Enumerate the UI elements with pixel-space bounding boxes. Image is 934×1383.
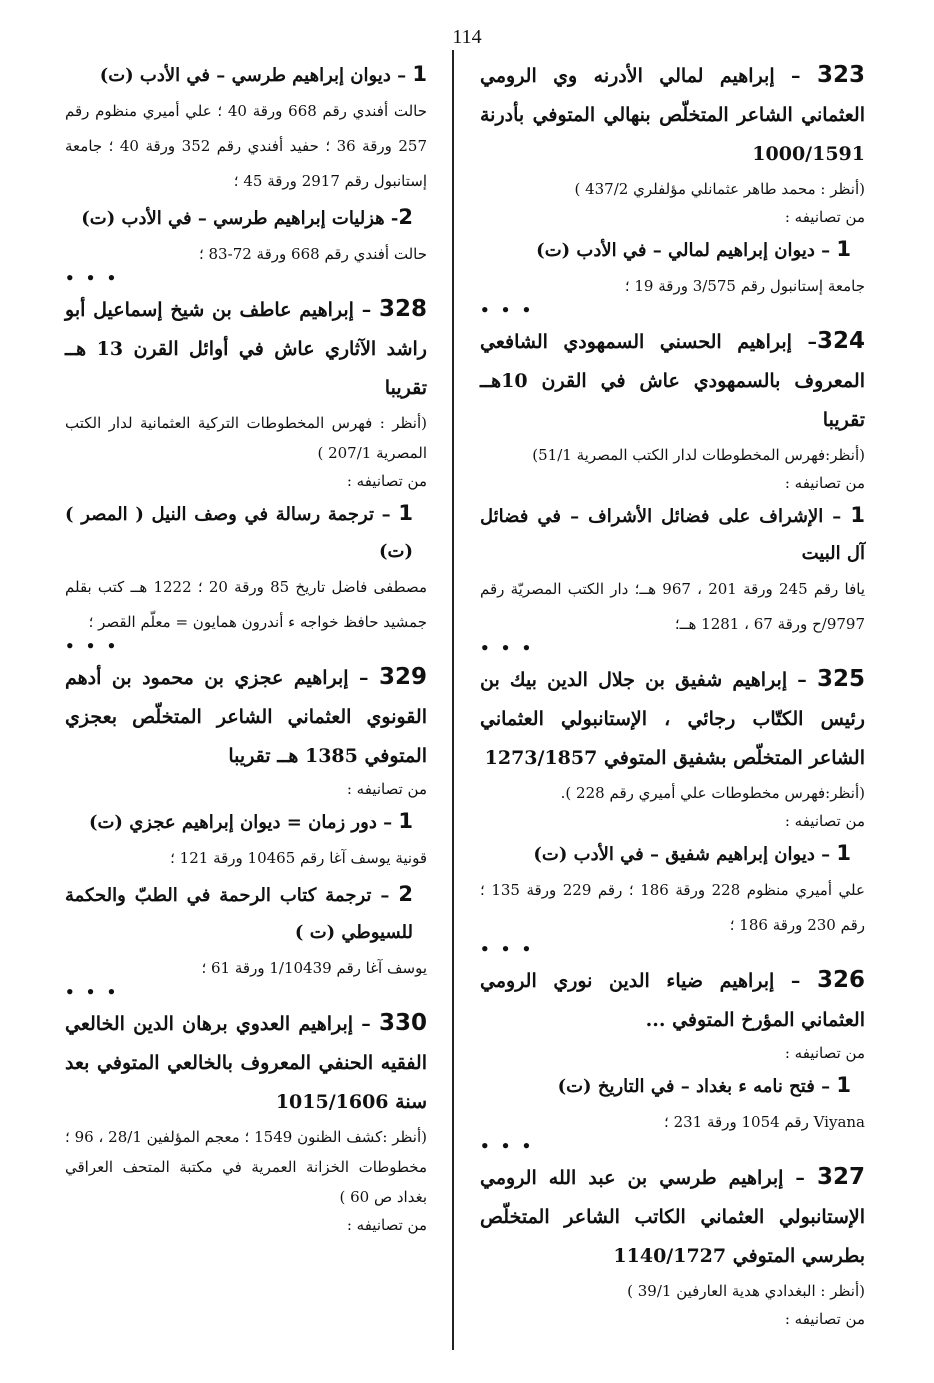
work-number: 1 [836, 841, 851, 865]
work-title [480, 835, 865, 873]
left-column [65, 56, 427, 1239]
work-title [65, 876, 427, 951]
work-title [480, 497, 865, 572]
work-number: 1 [398, 501, 413, 525]
entry-reference: (أنظر : البغدادي هدية العارفين 39/1 ) [627, 1282, 865, 1300]
entry-heading [65, 1004, 427, 1122]
work-name: – ديوان إبراهيم طرسي – في الأدب (ت) [99, 65, 413, 86]
works-label: من تصانيفه : [346, 780, 427, 798]
entry-325 [480, 660, 865, 958]
entry-number: 326 [816, 967, 865, 993]
entry-heading [480, 660, 865, 778]
entry-number: 330 [378, 1010, 427, 1036]
entry-heading [480, 1158, 865, 1276]
work-location: يوسف آغا رقم 1/10439 ورقة 61 ؛ [201, 959, 427, 977]
work-location: Viyana رقم 1054 ورقة 231 ؛ [664, 1113, 865, 1131]
entry-reference: (أنظر:فهرس مخطوطات علي أميري رقم 228 ). [560, 784, 865, 802]
work-number: 1 [836, 237, 851, 261]
entry-number: 324 [816, 328, 865, 354]
entry-heading [480, 322, 865, 440]
works-label: من تصانيفه : [784, 474, 865, 492]
entry-330 [65, 1004, 427, 1239]
entry-reference: (أنظر : فهرس المخطوطات التركية العثمانية لدار الكتب المصرية 207/1 ) [65, 414, 427, 462]
work-number: 1 [850, 503, 865, 527]
work-name: – ديوان إبراهيم شفيق – في الأدب (ت) [533, 844, 837, 865]
work-title [65, 199, 427, 237]
separator: • • • [480, 301, 535, 319]
entry-title: – إبراهيم شفيق بن جلال الدين بيك بن رئيس الكتّاب رجائي ، الإستانبولي العثماني الشاعر المتخلّص بشفيق المتوفي 1273/1857 [480, 669, 865, 769]
work-name: – فتح نامه ء بغداد – في التاريخ (ت) [557, 1076, 837, 1097]
work-name: – الإشراف على فضائل الأشراف – في فضائل آل البيت [480, 506, 865, 564]
work-location: حالت أفندي رقم 668 ورقة 40 ؛ علي أميري منظوم رقم 257 ورقة 36 ؛ حفيد أفندي رقم 352 ورقة 40 ؛ جامعة إستانبول رقم 2917 ورقة 45 ؛ [65, 102, 428, 190]
entry-327-continued [65, 56, 428, 287]
entry-number: 329 [378, 664, 427, 690]
entry-number: 327 [816, 1164, 865, 1190]
work-number: 1 [412, 62, 427, 86]
entry-title: – إبراهيم عاطف بن شيخ إسماعيل أبو راشد الآثاري عاش في أوائل القرن 13 هــ تقريبا [65, 299, 427, 399]
work-name: – ترجمة كتاب الرحمة في الطبّ والحكمة للسيوطي (ت ) [65, 885, 413, 943]
work-name: - هزليات إبراهيم طرسي – في الأدب (ت) [81, 208, 399, 229]
entry-title: – إبراهيم طرسي بن عبد الله الرومي الإستانبولي العثماني الكاتب الشاعر المتخلّص بطرسي المتوفي 1140/1727 [480, 1167, 865, 1267]
work-location: يافا رقم 245 ورقة 201 ، 967 هــ؛ دار الكتب المصريّة رقم 9797/ح ورقة 67 ، 1281 هــ؛ [480, 580, 865, 633]
work-location: قونية يوسف آغا رقم 10465 ورقة 121 ؛ [170, 849, 427, 867]
column-divider [452, 50, 454, 1350]
separator: • • • [480, 639, 535, 657]
entry-reference: (أنظر : محمد طاهر عثمانلي مؤلفلري 437/2 ) [574, 180, 865, 198]
entry-329 [65, 658, 427, 1001]
entry-324 [480, 322, 865, 657]
separator: • • • [65, 637, 120, 655]
work-number: 2 [398, 205, 413, 229]
separator: • • • [65, 983, 120, 1001]
entry-title: – إبراهيم الحسني السمهودي الشافعي المعروف بالسمهودي عاش في القرن 10هــ تقريبا [480, 331, 865, 431]
work-name: – دور زمان = ديوان إبراهيم عجزي (ت) [88, 812, 399, 833]
works-label: من تصانيفه : [346, 1216, 427, 1234]
entry-title: – إبراهيم لمالي الأدرنه وي الرومي العثماني الشاعر المتخلّص بنهالي المتوفي بأدرنة 1000/1591 [480, 65, 865, 165]
separator: • • • [480, 1137, 535, 1155]
entry-title: – إبراهيم ضياء الدين نوري الرومي العثماني المؤرخ المتوفي ... [480, 970, 865, 1031]
works-label: من تصانيفه : [784, 208, 865, 226]
work-location: جامعة إستانبول رقم 3/575 ورقة 19 ؛ [624, 277, 865, 295]
entry-heading [480, 56, 865, 174]
work-location: مصطفى فاضل تاريخ 85 ورقة 20 ؛ 1222 هــ كتب بقلم جمشيد حافظ خواجه ء أندرون همايون = معلّم القصر ؛ [65, 578, 427, 631]
work-location: حالت أفندي رقم 668 ورقة 72-83 ؛ [198, 245, 427, 263]
right-column [480, 56, 865, 1333]
work-title [480, 1067, 865, 1105]
work-name: – ديوان إبراهيم لمالي – في الأدب (ت) [536, 240, 837, 261]
work-title [65, 803, 427, 841]
entry-326 [480, 961, 865, 1155]
entry-reference: (أنظر :كشف الظنون 1549 ؛ معجم المؤلفين 28/1 ، 96 ؛ مخطوطات الخزانة العمرية في مكتبة المتحف العراقي بغداد ص 60 ) [65, 1128, 427, 1206]
entry-number: 328 [378, 296, 427, 322]
entry-323 [480, 56, 865, 319]
separator: • • • [65, 269, 120, 287]
page-number: 114 [452, 26, 482, 48]
work-title [480, 231, 865, 269]
entry-number: 325 [816, 666, 865, 692]
works-label: من تصانيفه : [784, 1044, 865, 1062]
entry-number: 323 [816, 62, 865, 88]
entry-heading [65, 658, 427, 776]
work-number: 1 [836, 1073, 851, 1097]
entry-heading [65, 290, 427, 408]
work-location: علي أميري منظوم 228 ورقة 186 ؛ رقم 229 ورقة 135 ؛ رقم 230 ورقة 186 ؛ [480, 881, 865, 934]
entry-title: – إبراهيم العدوي برهان الدين الخالعي الفقيه الحنفي المعروف بالخالعي المتوفي بعد سنة 1015/1606 [65, 1013, 427, 1113]
works-label: من تصانيفه : [784, 1310, 865, 1328]
works-label: من تصانيفه : [784, 812, 865, 830]
entry-title: – إبراهيم عجزي بن محمود بن أدهم القونوي العثماني الشاعر المتخلّص بعجزي المتوفي 1385 هــ تقريبا [65, 667, 427, 767]
entry-327 [480, 1158, 865, 1333]
separator: • • • [480, 940, 535, 958]
work-number: 1 [398, 809, 413, 833]
entry-reference: (أنظر:فهرس المخطوطات لدار الكتب المصرية 51/1) [532, 446, 865, 464]
work-title [65, 56, 427, 94]
entry-328 [65, 290, 427, 655]
works-label: من تصانيفه : [346, 472, 427, 490]
entry-heading [480, 961, 865, 1040]
work-title [65, 495, 427, 570]
work-number: 2 [398, 882, 413, 906]
work-name: – ترجمة رسالة في وصف النيل ( المصر ) (ت) [65, 504, 413, 562]
